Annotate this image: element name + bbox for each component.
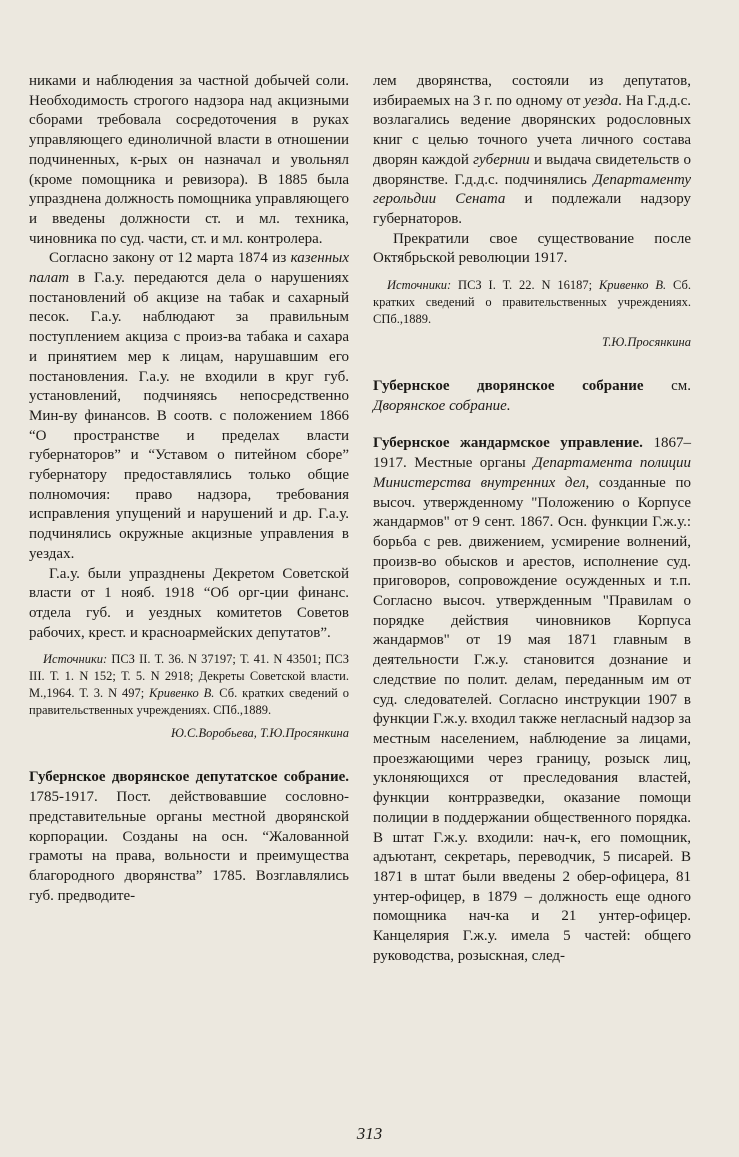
left-column bbox=[29, 72, 349, 906]
cross-reference: губернии bbox=[473, 151, 530, 168]
sources-text: Сб. кратких сведений о правительственных учреждениях. СПб.,1889. bbox=[29, 686, 350, 718]
sources-text: ПСЗ I. Т. 22. N 16187; bbox=[451, 278, 599, 293]
entry-spacer bbox=[373, 416, 691, 434]
sources-note bbox=[29, 651, 349, 719]
sources-label: Источники: bbox=[387, 278, 452, 293]
entry-text: 1785-1917. Пост. действовавшие сословно-представительные органы местной дворянской корпорации. Созданы на осн. “Жалованной грамоты на права, вольности и преимущества благородного дворянства” 1785. Возглавлялись губ. предводите- bbox=[29, 789, 349, 904]
paragraph-abolition bbox=[29, 565, 349, 644]
entry-authors: Т.Ю.Просянкина bbox=[602, 335, 691, 350]
sources-text: Сб. кратких сведений о правительственных учреждениях. СПб.,1889. bbox=[373, 278, 691, 327]
cross-reference: Дворянское собрание. bbox=[373, 397, 511, 414]
entry-title: Губернское дворянское депутатское собрание. bbox=[29, 769, 349, 786]
entry-text: см. bbox=[643, 378, 691, 395]
cross-reference: казенных палат bbox=[29, 250, 349, 287]
cross-reference: Департаменту герольдии Сената bbox=[373, 171, 691, 208]
entry-spacer bbox=[29, 742, 349, 768]
right-column bbox=[373, 72, 691, 966]
paragraph-continued bbox=[373, 72, 691, 230]
entry-deputy-assembly bbox=[29, 768, 349, 906]
sources-author: Кривенко В. bbox=[149, 686, 215, 701]
entry-gendarme-directorate bbox=[373, 434, 691, 966]
paragraph-text: . На Г.д.д.с. возлагались ведение дворянских родословных книг с целью точного учета личного состава дворян каждой bbox=[373, 92, 691, 168]
entry-authors: Ю.С.Воробьева, Т.Ю.Просянкина bbox=[170, 726, 349, 741]
paragraph-text: и выдача свидетельств о дворянстве. Г.д.д.с. подчинялись bbox=[373, 151, 691, 188]
paragraph-ended bbox=[373, 230, 691, 269]
sources-note bbox=[373, 277, 691, 328]
sources-label: Источники: bbox=[43, 652, 108, 667]
page-number: 313 bbox=[356, 1124, 383, 1143]
entry-title: Губернское жандармское управление. bbox=[373, 435, 643, 452]
sources-text: ПСЗ II. Т. 36. N 37197; Т. 41. N 43501; ПСЗ III. Т. 1. N 152; Т. 5. N 2918; Декреты Советской власти. М.,1964. Т. 3. N 497; bbox=[29, 652, 349, 701]
cross-reference: Департамента полиции Министерства внутренних дел bbox=[373, 455, 691, 491]
paragraph-text: Прекратили свое существование после Октябрьской революции 1917. bbox=[373, 230, 691, 267]
entry-spacer bbox=[373, 351, 691, 377]
entry-nobility-assembly bbox=[373, 377, 691, 416]
paragraph-text: Г.а.у. были упразднены Декретом Советской власти от 1 нояб. 1918 “Об орг-ции финанс. отдела губ. и уездных комитетов Советов рабочих, крест. и красноармейских депутатов”. bbox=[29, 565, 349, 641]
cross-reference: уезда bbox=[584, 92, 619, 109]
paragraph-text: лем дворянства, состояли из депутатов, избираемых на 3 г. по одному от bbox=[373, 73, 691, 109]
paragraph-law-1874 bbox=[29, 249, 349, 564]
paragraph-text: Согласно закону от 12 марта 1874 из bbox=[49, 250, 291, 267]
paragraph-text: никами и наблюдения за частной добычей соли. Необходимость строгого надзора над акцизными сборами требовала сосредоточения в руках управляющего единоличной власти в отношении подчиненных, к-рых он назначал и увольнял (кроме помощника и ревизора). В 1885 была упразднена должность помощника управляющего и введены должности ст. и мл. техника, чиновника по суд. части, ст. и мл. контролера. bbox=[29, 73, 349, 247]
paragraph-text: в Г.а.у. передаются дела о нарушениях постановлений об акцизе на табак и сахарный песок. Г.а.у. наблюдают за правильным поступлением акциза с произ-ва табака и сахара и принятием мер к лицам, нарушавшим его постановления. Г.а.у. не входили в круг губ. установлений, подчиняясь непосредственно Мин-ву финансов. В соотв. с положением 1866 “О пространстве и пределах власти губернаторов” и “Уставом о питейном сборе” губернатору предоставлялись только общие полномочия: право надзора, требования исправления упущений и нарушений и др. Г.а.у. подчинялись окружные акцизные управления в уездах. bbox=[29, 270, 349, 562]
sources-author: Кривенко В. bbox=[598, 278, 667, 293]
entry-title: Губернское дворянское собрание bbox=[373, 378, 644, 395]
paragraph-continued bbox=[29, 72, 349, 249]
entry-text: , созданные по высоч. утвержденному "Положению о Корпусе жандармов" от 9 сент. 1867. Осн. функции Г.ж.у.: борьба с рев. движением, усмирение волнений, произв-во обысков и арестов, исполнение суд. приговоров, сопровождение осужденных и т.п. Согласно высоч. утвержденным "Правилам о порядке действия чиновников Корпуса жандармов" от 19 мая 1871 главным в деятельности Г.ж.у. становится дознание и следствие по полит. делам, переданным им от суд. следователей. Согласно инструкции 1907 в функции Г.ж.у. входил также негласный надзор за местным населением, наблюдение за лицами, проезжающими через границу, розыск лиц, уклоняющихся от преследования властей, функции контрразведки, оказание помощи полиции в поддержании общественного порядка. В штат Г.ж.у. входили: нач-к, его помощник, адъютант, секретарь, переводчик, 5 писарей. В 1871 в штат были введены 2 обер-офицера, 81 унтер-офицер, в 1879 – должность еще одного помощника нач-ка и 21 унтер-офицер. Канцелярия Г.ж.у. имела 5 частей: общего руководства, розыскная, след- bbox=[373, 474, 691, 964]
entry-text: 1867–1917. Местные органы bbox=[373, 435, 691, 472]
paragraph-text: и подлежали надзору губернаторов. bbox=[373, 191, 691, 227]
